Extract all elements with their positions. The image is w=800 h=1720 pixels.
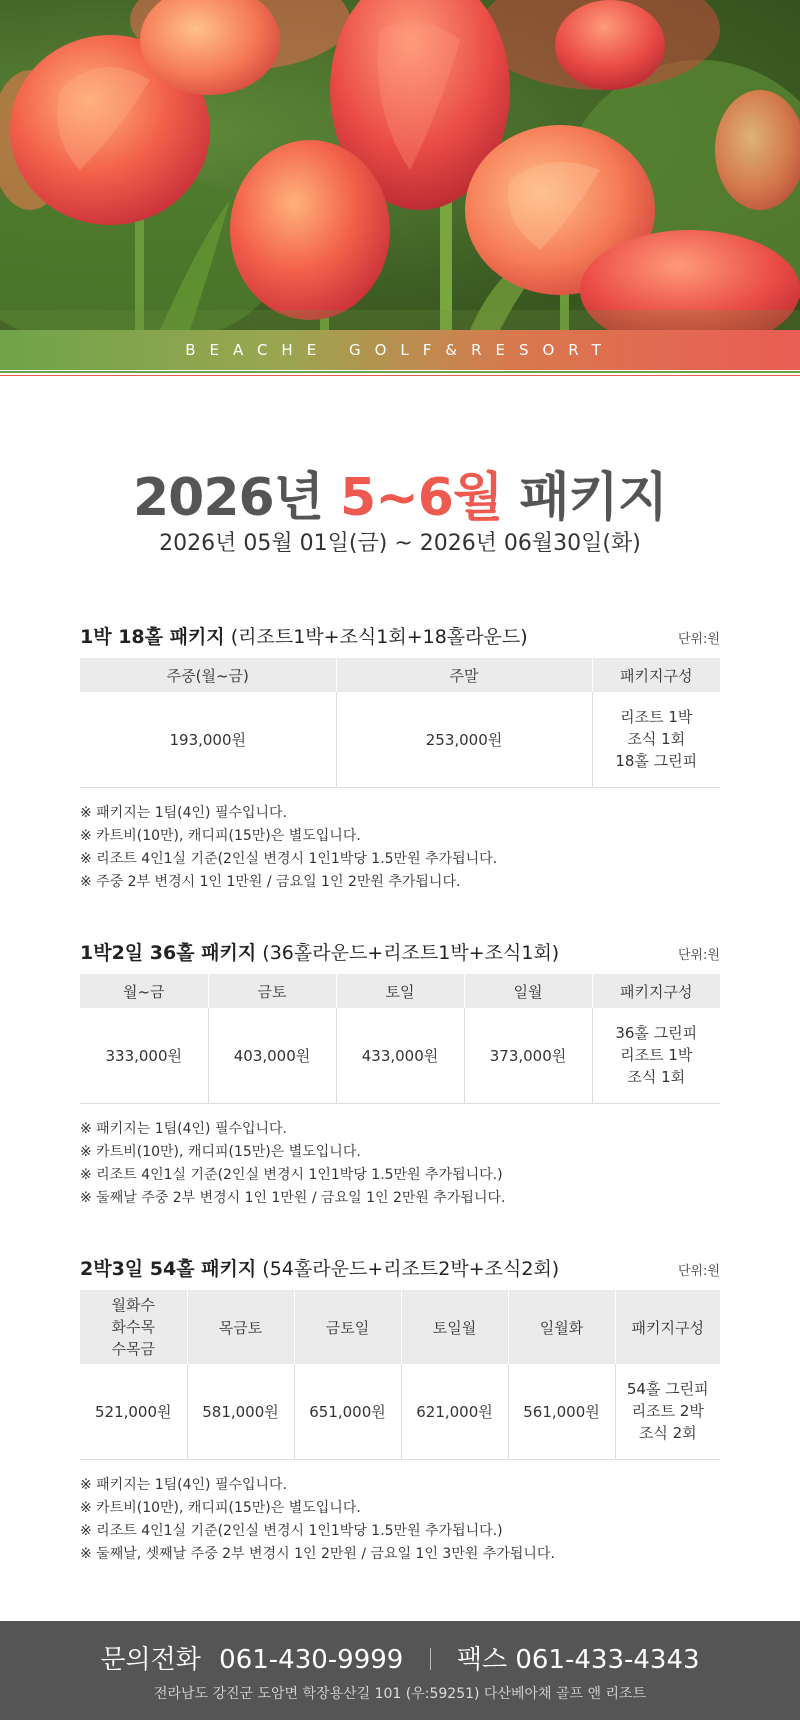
composition-line: 조식 2회 (638, 1424, 697, 1443)
note: ※ 패키지는 1팀(4인) 필수입니다. (80, 1476, 288, 1493)
price-table (80, 1290, 720, 1460)
section-title (80, 942, 559, 964)
package-desc: (리조트1박+조식1회+18홀라운드) (230, 626, 528, 648)
table-row (80, 692, 720, 787)
contact-info (0, 1639, 800, 1676)
section-title (80, 626, 528, 648)
composition-cell (592, 692, 720, 787)
contact-separator (430, 1648, 431, 1670)
table-header: 패키지구성 (592, 658, 720, 692)
composition-line: 54홀 그린피 (626, 1380, 709, 1399)
divider-green (0, 371, 800, 373)
tulip-illustration (0, 0, 800, 330)
composition-line: 조식 1회 (627, 1068, 686, 1087)
footer (0, 1621, 800, 1720)
phone-number[interactable]: 061-430-9999 (219, 1645, 404, 1675)
note: ※ 리조트 4인1실 기준(2인실 변경시 1인1박당 1.5만원 추가됩니다. (80, 850, 498, 867)
package-name: 1박2일 36홀 패키지 (80, 942, 257, 964)
notes (80, 1118, 720, 1210)
package-desc: (36홀라운드+리조트1박+조식1회) (262, 942, 560, 964)
note: ※ 리조트 4인1실 기준(2인실 변경시 1인1박당 1.5만원 추가됩니다.) (80, 1166, 503, 1183)
note: ※ 패키지는 1팀(4인) 필수입니다. (80, 804, 288, 821)
divider-red (0, 375, 800, 376)
package-section-2 (80, 938, 720, 1210)
package-period: 2026년 05월 01일(금) ~ 2026년 06월30일(화) (159, 531, 641, 556)
section-header (80, 938, 720, 968)
brand-band (0, 330, 800, 370)
price-cell: 521,000원 (80, 1364, 187, 1459)
note: ※ 둘째날 주중 2부 변경시 1인 1만원 / 금요일 1인 2만원 추가됩니다. (80, 1189, 506, 1206)
note: ※ 리조트 4인1실 기준(2인실 변경시 1인1박당 1.5만원 추가됩니다.) (80, 1522, 503, 1539)
unit-label: 단위:원 (677, 948, 720, 963)
note: ※ 카트비(10만), 캐디피(15만)은 별도입니다. (80, 1499, 361, 1516)
address: 전라남도 강진군 도암면 학장용산길 101 (우:59251) 다산베아채 골프 앤 리조트 (153, 1686, 647, 1702)
table-header: 주중(월~금) (80, 658, 336, 692)
price-table (80, 658, 720, 788)
price-cell: 193,000원 (80, 692, 336, 787)
page-title (0, 455, 800, 530)
composition-cell (592, 1008, 720, 1103)
table-header: 금토일 (294, 1290, 401, 1364)
composition-line: 조식 1회 (627, 730, 686, 749)
price-cell: 433,000원 (336, 1008, 464, 1103)
brand-name: BEACHE GOLF&RESORT (185, 341, 615, 359)
hero-tulip-image (0, 0, 800, 330)
phone-label: 문의전화 (100, 1645, 201, 1675)
table-header: 금토 (208, 974, 336, 1008)
package-section-1 (80, 622, 720, 894)
composition-line: 리조트 2박 (631, 1402, 704, 1421)
composition-line: 리조트 1박 (620, 1046, 693, 1065)
table-header-row (80, 974, 720, 1008)
title-suffix: 패키지 (519, 468, 668, 528)
composition-line: 18홀 그린피 (615, 752, 698, 771)
table-header: 주말 (336, 658, 592, 692)
price-cell: 333,000원 (80, 1008, 208, 1103)
note: ※ 카트비(10만), 캐디피(15만)은 별도입니다. (80, 1143, 361, 1160)
note: ※ 카트비(10만), 캐디피(15만)은 별도입니다. (80, 827, 361, 844)
section-header (80, 622, 720, 652)
note: ※ 패키지는 1팀(4인) 필수입니다. (80, 1120, 288, 1137)
table-row (80, 1008, 720, 1103)
note: ※ 둘째날, 셋째날 주중 2부 변경시 1인 2만원 / 금요일 1인 3만원 추가됩니다. (80, 1545, 555, 1562)
composition-line: 36홀 그린피 (615, 1024, 698, 1043)
day-combo-line: 화수목 (111, 1318, 155, 1336)
price-cell: 373,000원 (464, 1008, 592, 1103)
fax-label: 팩스 (456, 1645, 508, 1675)
table-header: 패키지구성 (615, 1290, 720, 1364)
section-header (80, 1254, 720, 1284)
notes (80, 802, 720, 894)
package-name: 2박3일 54홀 패키지 (80, 1258, 257, 1280)
table-row (80, 1364, 720, 1459)
table-header: 토일월 (401, 1290, 508, 1364)
table-header: 월~금 (80, 974, 208, 1008)
package-name: 1박 18홀 패키지 (80, 626, 225, 648)
section-title (80, 1258, 559, 1280)
price-cell: 621,000원 (401, 1364, 508, 1459)
title-year: 2026년 (132, 468, 323, 528)
table-header: 일월화 (508, 1290, 615, 1364)
price-cell: 581,000원 (187, 1364, 294, 1459)
unit-label: 단위:원 (677, 1264, 720, 1279)
table-header: 패키지구성 (592, 974, 720, 1008)
notes (80, 1474, 720, 1566)
table-header: 목금토 (187, 1290, 294, 1364)
package-desc: (54홀라운드+리조트2박+조식2회) (262, 1258, 560, 1280)
composition-cell (615, 1364, 720, 1459)
composition-line: 리조트 1박 (620, 708, 693, 727)
table-header-row (80, 658, 720, 692)
fax-number: 061-433-4343 (515, 1645, 700, 1675)
table-header (80, 1290, 187, 1364)
price-cell: 561,000원 (508, 1364, 615, 1459)
price-cell: 403,000원 (208, 1008, 336, 1103)
price-cell: 651,000원 (294, 1364, 401, 1459)
price-table (80, 974, 720, 1104)
note: ※ 주중 2부 변경시 1인 1만원 / 금요일 1인 2만원 추가됩니다. (80, 873, 461, 890)
table-header: 토일 (336, 974, 464, 1008)
unit-label: 단위:원 (677, 632, 720, 647)
day-combo-line: 월화수 (111, 1296, 155, 1314)
table-header: 일월 (464, 974, 592, 1008)
price-cell: 253,000원 (336, 692, 592, 787)
package-section-3 (80, 1254, 720, 1566)
day-combo-line: 수목금 (111, 1340, 155, 1358)
table-header-row (80, 1290, 720, 1364)
title-months: 5~6월 (340, 468, 503, 528)
